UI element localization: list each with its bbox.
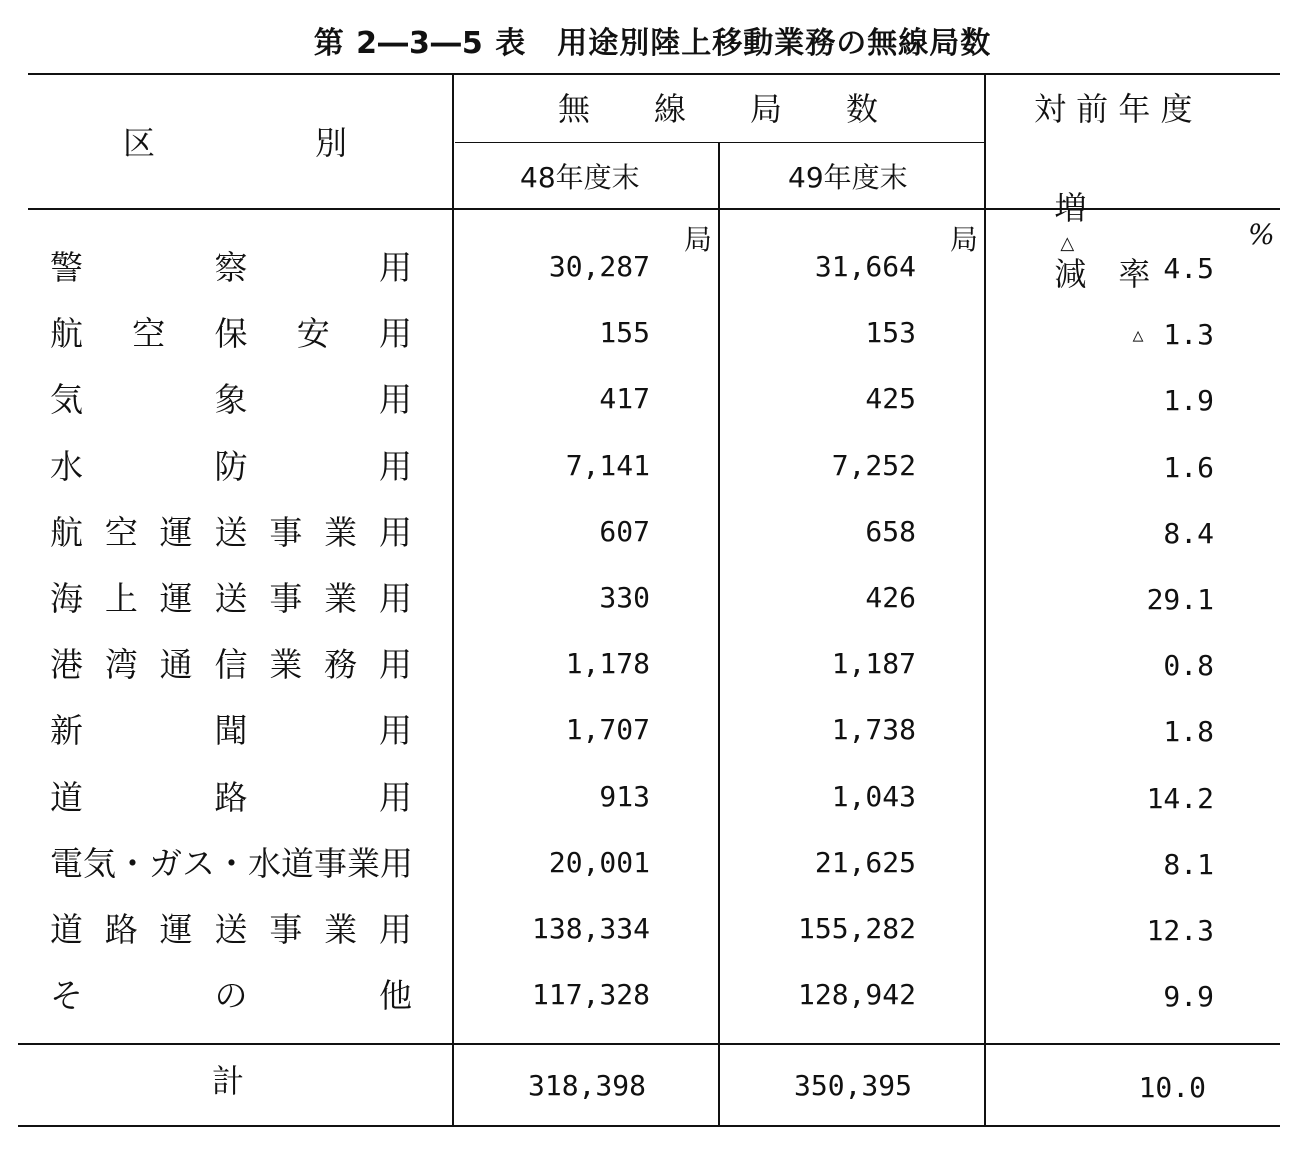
row-fy49-value: 425 [865,382,916,415]
header-fy48: 48年度末 [520,161,640,194]
header-rate-line1: 対 前 年 度 [1034,90,1193,128]
row-rate-value [992,251,1214,287]
row-rate-value [992,648,1214,684]
rate-text: 0.8 [1163,649,1214,682]
rule-bottom [18,1125,1280,1127]
row-category: 海 上 運 送 事 業 用 [50,578,412,618]
header-rate-decrease: 減 率 [1054,255,1151,293]
row-category: 港 湾 通 信 業 務 用 [50,644,412,684]
row-rate-value [992,383,1214,419]
rate-text: 1.9 [1163,384,1214,417]
row-fy48-value: 913 [599,780,650,813]
row-rate-value [992,450,1214,486]
row-category: 気 象 用 [50,379,412,419]
row-fy48-value: 1,178 [565,647,650,680]
row-category: 新 聞 用 [50,710,412,750]
row-category: 道 路 運 送 事 業 用 [50,909,412,949]
rate-text: 4.5 [1163,252,1214,285]
row-category: 航 空 運 送 事 業 用 [50,512,412,552]
header-fy49: 49年度末 [788,161,908,194]
col-divider-2 [718,142,720,1125]
col-divider-3 [984,75,986,1125]
row-rate-value [992,979,1214,1015]
row-fy48-value: 7,141 [565,449,650,482]
page-title: 第 2―3―5 表 用途別陸上移動業務の無線局数 [313,26,992,61]
row-fy49-value: 155,282 [797,912,916,945]
header-category: 区 別 [123,124,348,162]
header-stations: 無 線 局 数 [558,90,879,128]
row-fy48-value: 30,287 [548,250,650,283]
header-rate-decrease-mark: △ [1060,233,1075,254]
row-category: 電 気 ・ ガ ス ・ 水 道 事 業 用 [50,843,412,883]
row-fy48-value: 138,334 [531,912,650,945]
row-fy49-value: 426 [865,581,916,614]
row-fy49-value: 128,942 [797,978,916,1011]
rate-text: 8.4 [1163,517,1214,550]
row-fy49-value: 1,043 [831,780,916,813]
unit-fy49: 局 [950,223,979,256]
row-category: 道 路 用 [50,777,412,817]
row-fy49-value: 31,664 [814,250,916,283]
total-fy49: 350,395 [793,1069,912,1102]
row-fy48-value: 155 [599,316,650,349]
row-rate-value [992,317,1214,353]
rule-top [28,73,1280,75]
unit-rate: % [1248,218,1275,251]
row-fy49-value: 658 [865,515,916,548]
total-rate: 10.0 [1138,1071,1206,1104]
rule-total-top [18,1043,1280,1045]
total-fy48: 318,398 [527,1069,646,1102]
row-rate-value [992,582,1214,618]
row-fy49-value: 21,625 [814,846,916,879]
row-fy48-value: 1,707 [565,713,650,746]
row-category: 航 空 保 安 用 [50,313,412,353]
rate-text: 29.1 [1146,583,1214,616]
header-rate-increase: 増 [1054,189,1087,227]
row-rate-value [992,781,1214,817]
row-fy48-value: 117,328 [531,978,650,1011]
row-rate-value [992,913,1214,949]
row-category: 警 察 用 [50,247,412,287]
row-rate-value [992,516,1214,552]
col-divider-1 [452,75,454,1125]
rate-text: 14.2 [1146,782,1214,815]
row-fy48-value: 607 [599,515,650,548]
unit-fy48: 局 [684,223,713,256]
row-fy49-value: 1,187 [831,647,916,680]
row-fy49-value: 153 [865,316,916,349]
rate-text: 9.9 [1163,980,1214,1013]
rate-text: 1.3 [1163,318,1214,351]
rate-text: 12.3 [1146,914,1214,947]
rate-text: 8.1 [1163,848,1214,881]
rate-text: 1.8 [1163,715,1214,748]
row-fy48-value: 417 [599,382,650,415]
row-category: そ の 他 [50,975,412,1015]
row-category: 水 防 用 [50,446,412,486]
row-rate-value [992,847,1214,883]
row-fy49-value: 1,738 [831,713,916,746]
decrease-mark-icon: △ [1132,325,1144,346]
rule-header-sub [455,142,985,143]
rate-text: 1.6 [1163,451,1214,484]
row-rate-value [992,714,1214,750]
total-label: 計 [212,1062,245,1100]
row-fy48-value: 330 [599,581,650,614]
row-fy48-value: 20,001 [548,846,650,879]
row-fy49-value: 7,252 [831,449,916,482]
